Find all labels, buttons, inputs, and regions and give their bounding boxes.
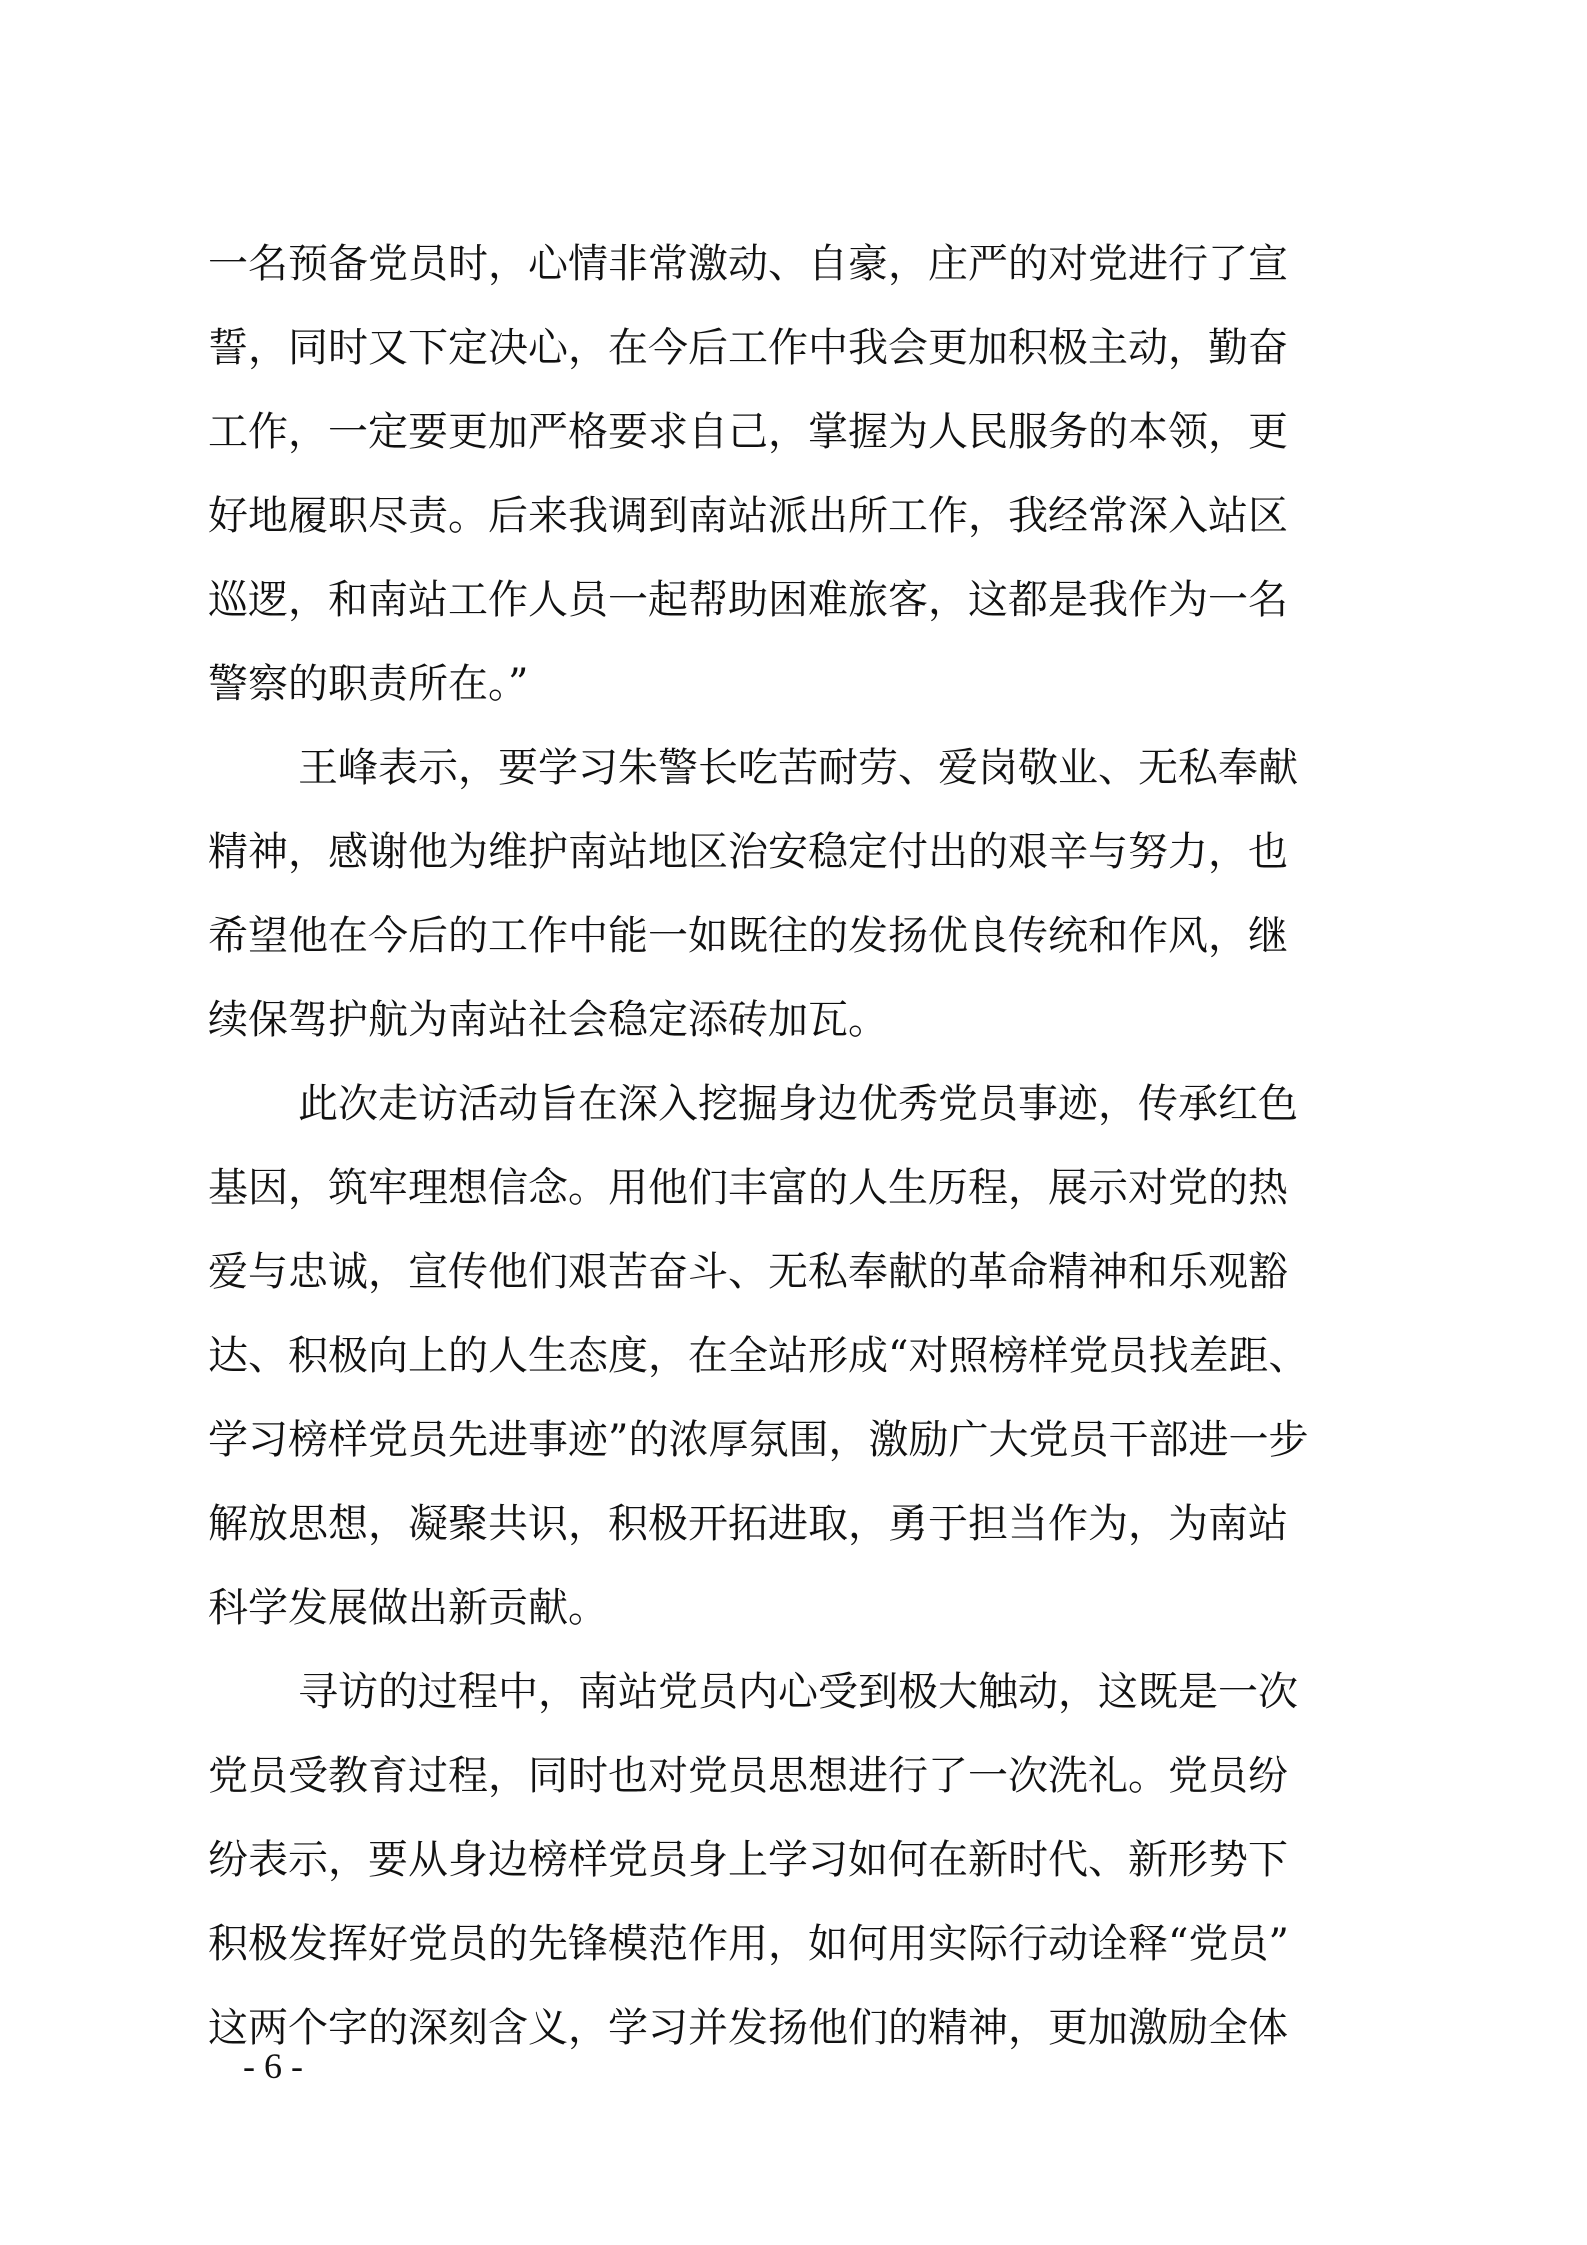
paragraph-line: 巡逻，和南站工作人员一起帮助困难旅客，这都是我作为一名 [208,577,1288,623]
paragraph-line: 爱与忠诚，宣传他们艰苦奋斗、无私奉献的革命精神和乐观豁 [208,1249,1288,1295]
paragraph-line: 解放思想，凝聚共识，积极开拓进取，勇于担当作为，为南站 [208,1501,1288,1547]
paragraph-line: 寻访的过程中，南站党员内心受到极大触动，这既是一次 [298,1669,1298,1715]
paragraph-line: 精神，感谢他为维护南站地区治安稳定付出的艰辛与努力，也 [208,829,1288,875]
paragraph-line: 续保驾护航为南站社会稳定添砖加瓦。 [208,997,888,1043]
paragraph-line: 希望他在今后的工作中能一如既往的发扬优良传统和作风，继 [208,913,1288,959]
paragraph-line: 纷表示，要从身边榜样党员身上学习如何在新时代、新形势下 [208,1837,1288,1883]
page-number: - 6 - [243,2046,303,2086]
paragraph-line: 基因，筑牢理想信念。用他们丰富的人生历程，展示对党的热 [208,1165,1288,1211]
paragraph-4 [208,1650,1388,2070]
paragraph-line: 此次走访活动旨在深入挖掘身边优秀党员事迹，传承红色 [298,1081,1298,1127]
paragraph-line: 警察的职责所在。” [208,661,529,707]
paragraph-line: 学习榜样党员先进事迹”的浓厚氛围，激励广大党员干部进一步 [208,1417,1309,1463]
paragraph-line: 积极发挥好党员的先锋模范作用，如何用实际行动诠释“党员” [208,1921,1289,1967]
paragraph-line: 这两个字的深刻含义，学习并发扬他们的精神，更加激励全体 [208,2005,1288,2051]
paragraph-line: 达、积极向上的人生态度，在全站形成“对照榜样党员找差距、 [208,1333,1309,1379]
paragraph-line: 王峰表示，要学习朱警长吃苦耐劳、爱岗敬业、无私奉献 [298,745,1298,791]
paragraph-2 [208,726,1388,1062]
paragraph-1 [208,222,1388,726]
paragraph-line: 工作，一定要更加严格要求自己，掌握为人民服务的本领，更 [208,409,1288,455]
paragraph-3 [208,1062,1388,1650]
paragraph-line: 科学发展做出新贡献。 [208,1585,608,1631]
paragraph-line: 好地履职尽责。后来我调到南站派出所工作，我经常深入站区 [208,493,1288,539]
paragraph-line: 党员受教育过程，同时也对党员思想进行了一次洗礼。党员纷 [208,1753,1288,1799]
body-text [208,222,1388,2070]
paragraph-line: 一名预备党员时，心情非常激动、自豪，庄严的对党进行了宣 [208,241,1288,287]
paragraph-line: 誓，同时又下定决心，在今后工作中我会更加积极主动，勤奋 [208,325,1288,371]
